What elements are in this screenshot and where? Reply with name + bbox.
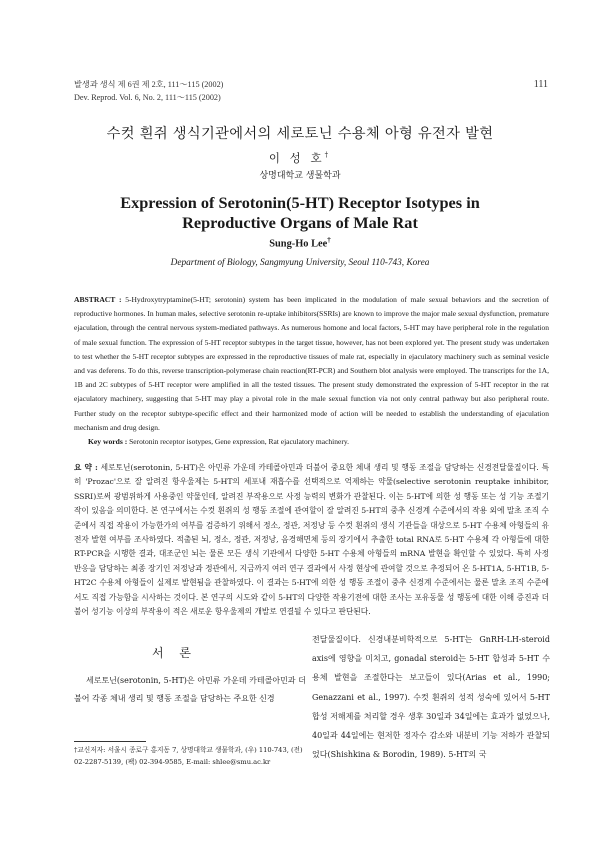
english-affiliation: Department of Biology, Sangmyung University, Seoul 110-743, Korea <box>170 258 430 268</box>
korean-abstract <box>74 461 549 619</box>
korean-author-mark: † <box>324 151 332 160</box>
keywords-label: Key words : <box>88 437 128 447</box>
journal-citation-english: Dev. Reprod. Vol. 6, No. 2, 111～115 (2002) <box>74 93 221 102</box>
korean-affiliation: 상명대학교 생물학과 <box>259 171 341 181</box>
english-title <box>0 193 600 233</box>
english-abstract <box>74 293 549 449</box>
introduction-heading: 서 론 <box>152 646 197 660</box>
english-author <box>0 236 600 249</box>
korean-author-name: 이 성 호 <box>268 151 325 165</box>
english-title-line-2: Reproductive Organs of Male Rat <box>182 213 418 232</box>
introduction-right-column: 전달물질이다. 신경내분비학적으로 5-HT는 GnRH-LH-steroid axis에 영향을 미치고, gonadal steroid는 5-HT 합성과 5-HT 수용체 발현을 조절한다는 보고들이 있다(Arias et al., 1990; Genazzani et al., 1997). 수컷 흰쥐의 성적 성숙에 있어서 5-HT 합성 저해제를 처리할 경우 생후 30일과 34일에는 효과가 없었으나, 40일과 44일에는 현저한 정자수 감소와 내분비 기능 저하가 관찰되었다(Shishkina & Borodin, 1989). 5-HT의 국 <box>312 635 550 760</box>
introduction-left-column: 세로토닌(serotonin, 5-HT)은 아민류 가운데 카테콜아민과 더불어 각종 체내 생리 및 행동 조절을 담당하는 주요한 신경 <box>74 676 306 703</box>
korean-abstract-text: 세로토닌(serotonin, 5-HT)은 아민류 가운데 카테콜아민과 더불어 중요한 체내 생리 및 행동 조절을 담당하는 신경전달물질이다. 특히 'Prozac'으로 잘 알려진 항우울제는 5-HT의 세포내 재흡수를 선택적으로 억제하는 약물(selective serotonin reuptake inhibitor, SSRI)로써 광범위하게 사용중인 약물인데, 알려진 부작용으로 사정 능력의 변화가 관찰된다. 이는 5-HT에 의한 성 행동 또는 성 기능 조절기작이 있음을 의미한다. 본 연구에서는 수컷 흰쥐의 성 행동 조절에 관여할이 잘 알려진 5-HT의 중추 신경계 수준에서의 작용 외에 말초 조직 수준에서 직접 작용이 가능한가의 여부를 검증하기 위해서 정소, 정관, 저정낭 등 수컷 흰쥐의 생식 기관들을 대상으로 5-HT 수용체 아형들의 유전자 발현 여부를 조사하였다. 적출된 뇌, 정소, 정관, 저정낭, 음경해면체 등의 장기에서 추출한 total RNA로 5-HT 수용체 각 아형들에 대한 RT-PCR을 시행한 결과, 대조군인 뇌는 물론 모든 생식 기관에서 다양한 5-HT 수용체 아형들의 mRNA 발현을 확인할 수 있었다. 특히 사정 반응을 담당하는 최종 장기인 저정낭과 정관에서, 지금까지 여러 연구 결과에서 사정 현상에 관여할 것으로 추정되어 온 5-HT1A, 5-HT1B, 5-HT2C 수용체 아형들이 실제로 발현됨을 관찰하였다. 이 결과는 5-HT에 의한 성 행동 조절이 중추 신경계 수준에서는 물론 말초 조직 수준에서도 직접 가능함을 시사하는 것이다. 본 연구의 시도와 같이 5-HT의 다양한 작용기전에 대한 조사는 포유동물 성 행동에 대한 이해 증진과 더불어 성기능 이상의 부작용이 적은 새로운 항우울제의 개발로 연결될 수 있다고 판단된다. <box>74 463 549 617</box>
journal-citation-korean: 발생과 생식 제 6권 제 2호, 111～115 (2002) <box>74 80 224 89</box>
english-author-name: Sung-Ho Lee <box>269 238 328 250</box>
abstract-label: ABSTRACT : <box>74 295 122 304</box>
korean-author <box>0 150 600 166</box>
english-author-mark: † <box>327 236 331 244</box>
keywords-text: Serotonin receptor isotypes, Gene expression, Rat ejaculatory machinery. <box>129 437 349 447</box>
abstract-text: 5-Hydroxytryptamine(5-HT; serotonin) system has been implicated in the modulation of male sexual behaviors and the secretion of reproductive hormones. In human males, selective serotonin re-uptake inhibitors(SSRIs) are known to improve the major male sexual dysfunction, premature ejaculation, through the central nervous system-mediated pathways. As numerous homone and local factors, 5-HT may have peripheral role in the regulation of male sexual function. The expression of 5-HT receptor subtypes in the target tissue, however, has not been explored yet. The present study was undertaken to test whether the 5-HT receptor subtypes are expressed in the reproductive tissues of male rat, especially in ejaculatory machinery such as seminal vesicle and vas deferens. To do this, reverse transcription-polymerase chain reaction(RT-PCR) and Southern blot analysis were employed. The transcripts for the 1A, 1B and 2C subtypes of 5-HT receptor were amplified in all the tested tissues. The present study demonstrated the expression of 5-HT receptor in the rat ejaculatory machinery, suggesting that 5-HT may play a pivotal role in the male sexual function via not only central pathway but also peripheral route. Further study on the receptor subtype-specific effect and their harmonized mode of action will be needed to establish the understanding of ejaculation mechanism and drug design. <box>74 295 550 432</box>
page-number: 111 <box>533 79 548 90</box>
korean-abstract-label: 요 약 : <box>74 463 98 472</box>
korean-title: 수컷 흰쥐 생식기관에서의 세로토닌 수용체 아형 유전자 발현 <box>106 126 494 142</box>
english-title-line-1: Expression of Serotonin(5-HT) Receptor Isotypes in <box>120 193 480 212</box>
corresponding-author-footnote: †교신저자: 서울시 종로구 홍지동 7, 상명대학교 생물학과, (우) 110-743, (전) 02-2287-5139, (팩) 02-394-9585, E-mail: shlee@smu.ac.kr <box>74 746 303 766</box>
footnote-divider <box>74 741 146 742</box>
